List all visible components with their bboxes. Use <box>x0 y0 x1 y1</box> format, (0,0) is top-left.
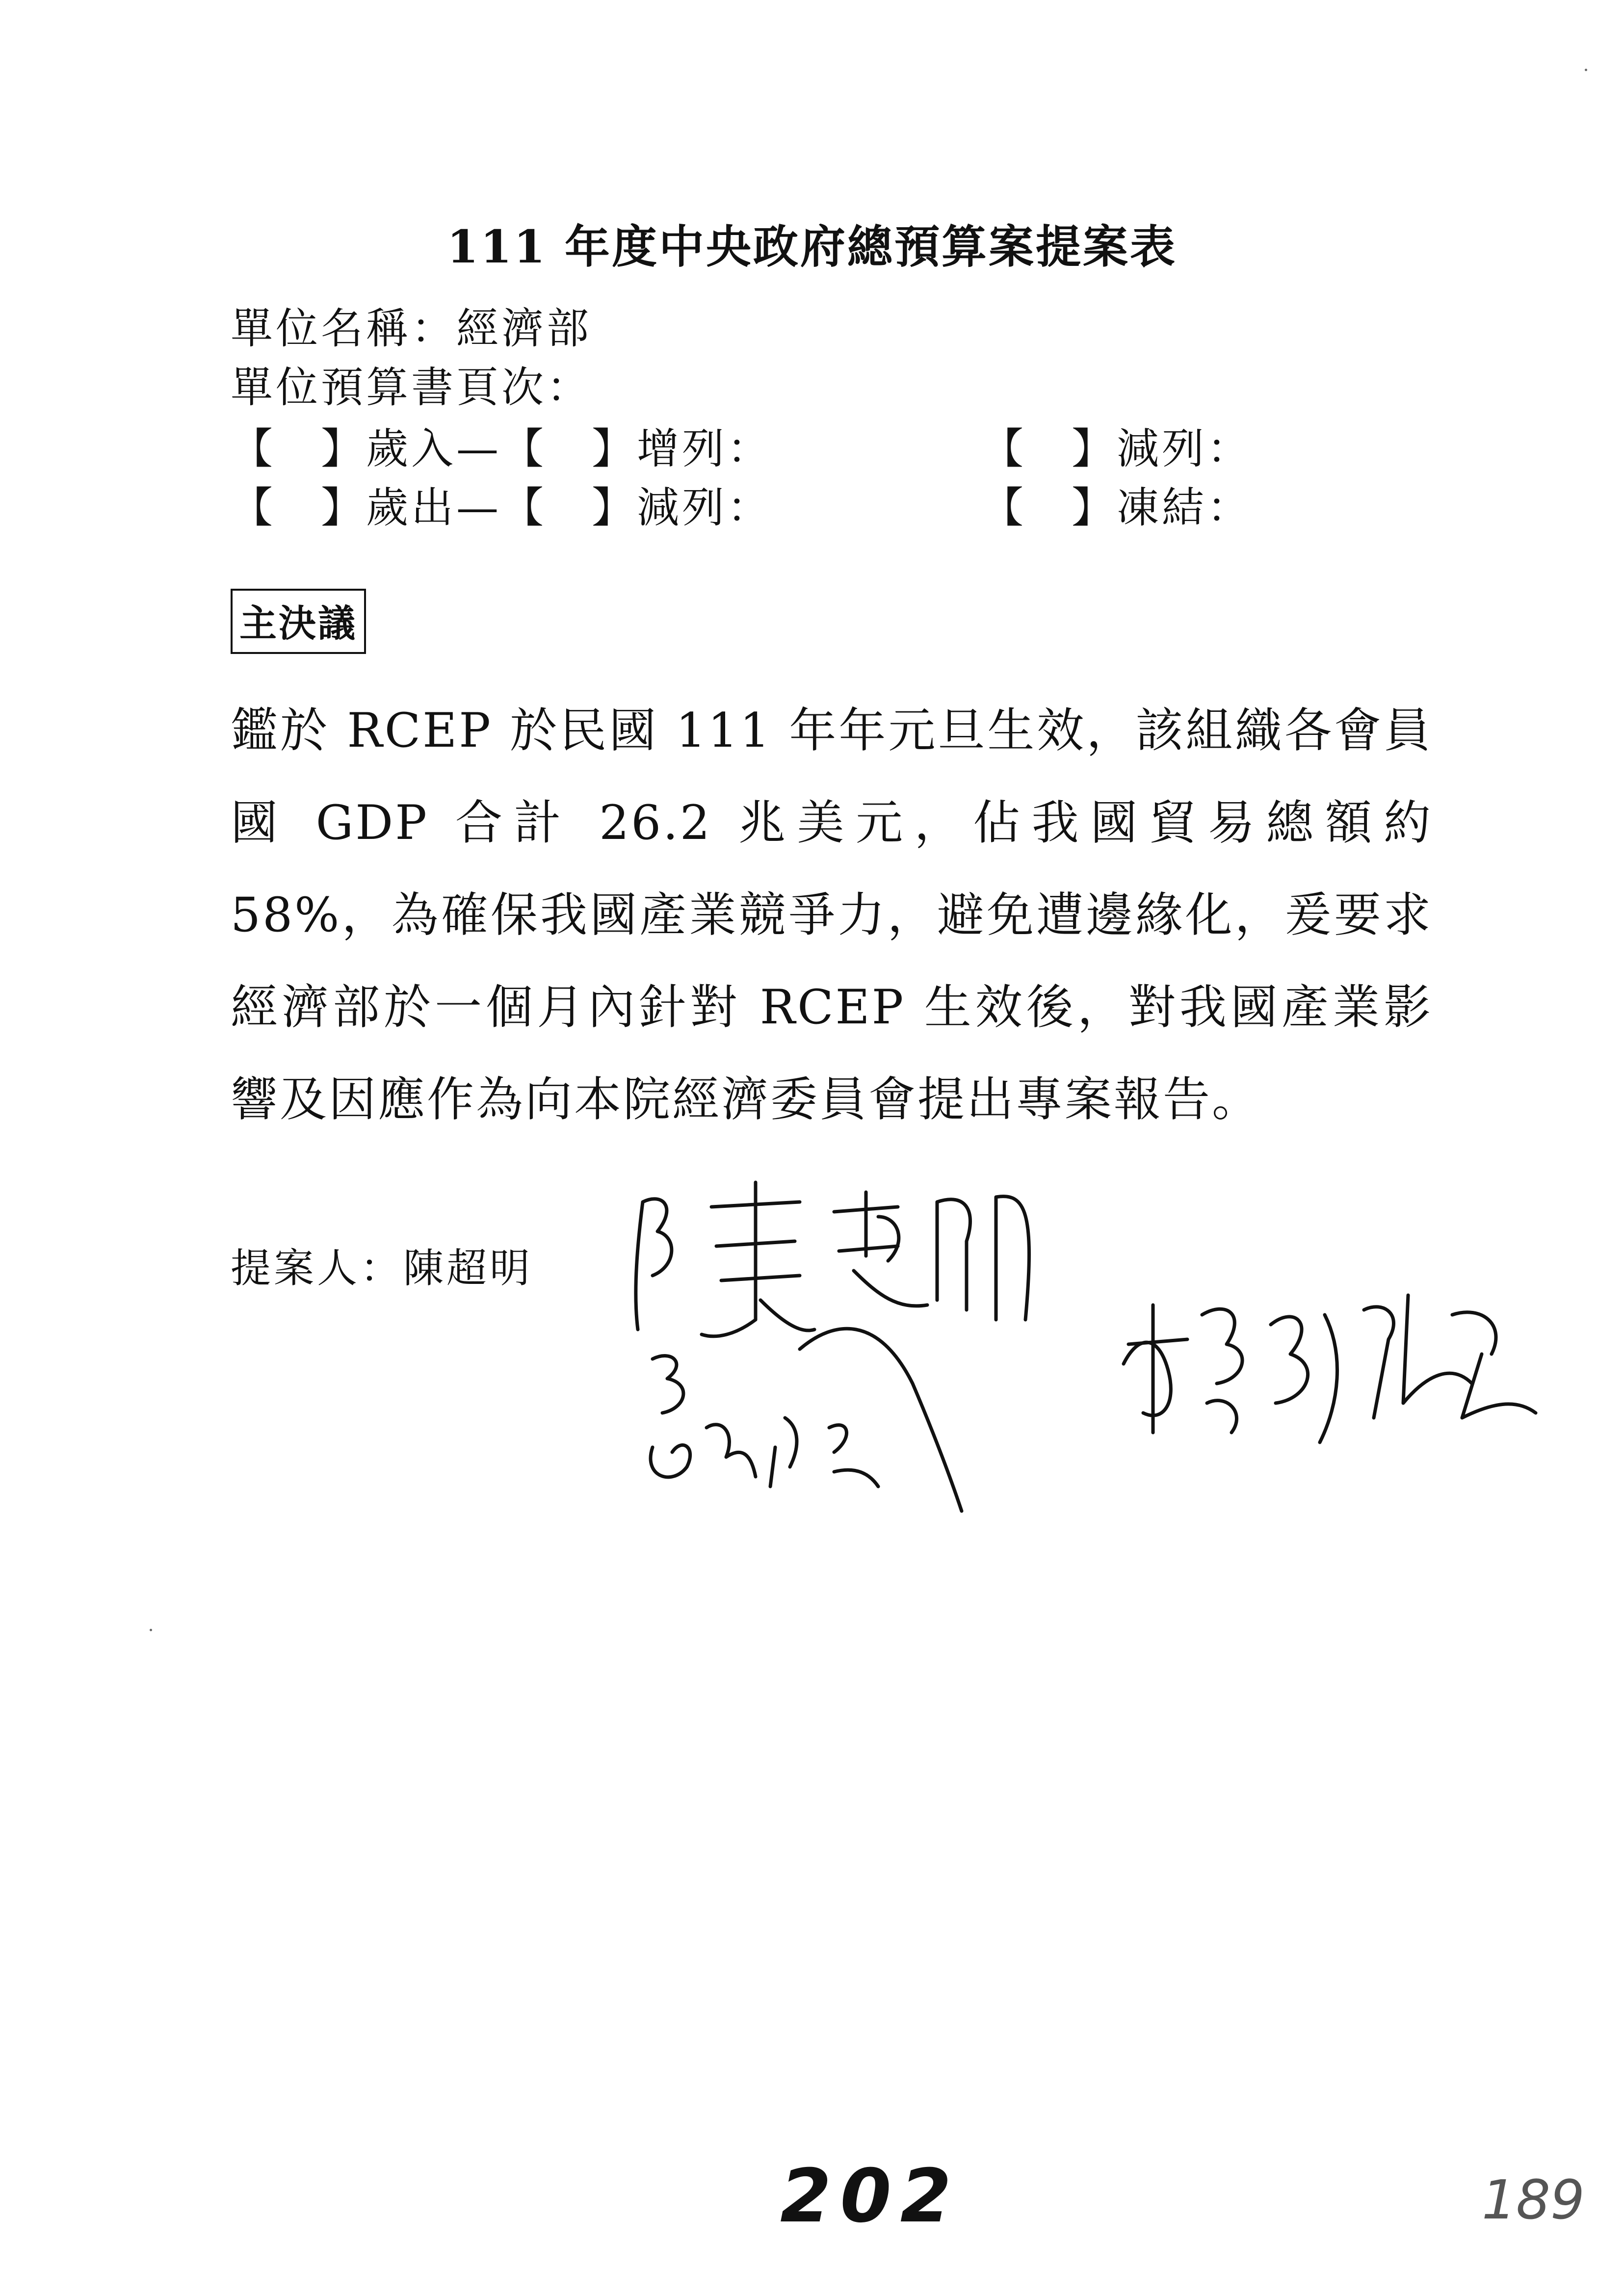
proposer-line: 提案人：陳超明 <box>231 1245 533 1292</box>
expenditure-row-left: 【 】歲出—【 】減列： <box>231 483 772 532</box>
section-label-main-resolution: 主決議 <box>231 589 366 654</box>
signature-1 <box>623 1173 1065 1516</box>
unit-name: 單位名稱：經濟部 <box>231 304 592 353</box>
revenue-row-right: 【 】減列： <box>981 424 1252 473</box>
handwritten-page-number: 202 <box>780 2154 961 2239</box>
resolution-text: 鑑於 RCEP 於民國 111 年年元旦生效，該組織各會員國 GDP 合計 26.2 兆美元，佔我國貿易總額約 58%，為確保我國產業競爭力，避免遭邊緣化，爰要求經濟部於一個月內針對 RCEP 生效後，對我國產業影響及因應作為向本院經濟委員會提出專案報告。 <box>231 703 1433 1127</box>
scan-speck <box>1585 69 1587 71</box>
scan-speck <box>150 1629 152 1631</box>
document-title: 111 年度中央政府總預算案提案表 <box>446 220 1178 273</box>
expenditure-row-right: 【 】凍結： <box>981 483 1252 532</box>
budget-page: 單位預算書頁次： <box>231 363 592 412</box>
revenue-row-left: 【 】歲入—【 】增列： <box>231 424 772 473</box>
corner-page-number: 189 <box>1482 2168 1585 2231</box>
signature-2 <box>1109 1256 1550 1462</box>
